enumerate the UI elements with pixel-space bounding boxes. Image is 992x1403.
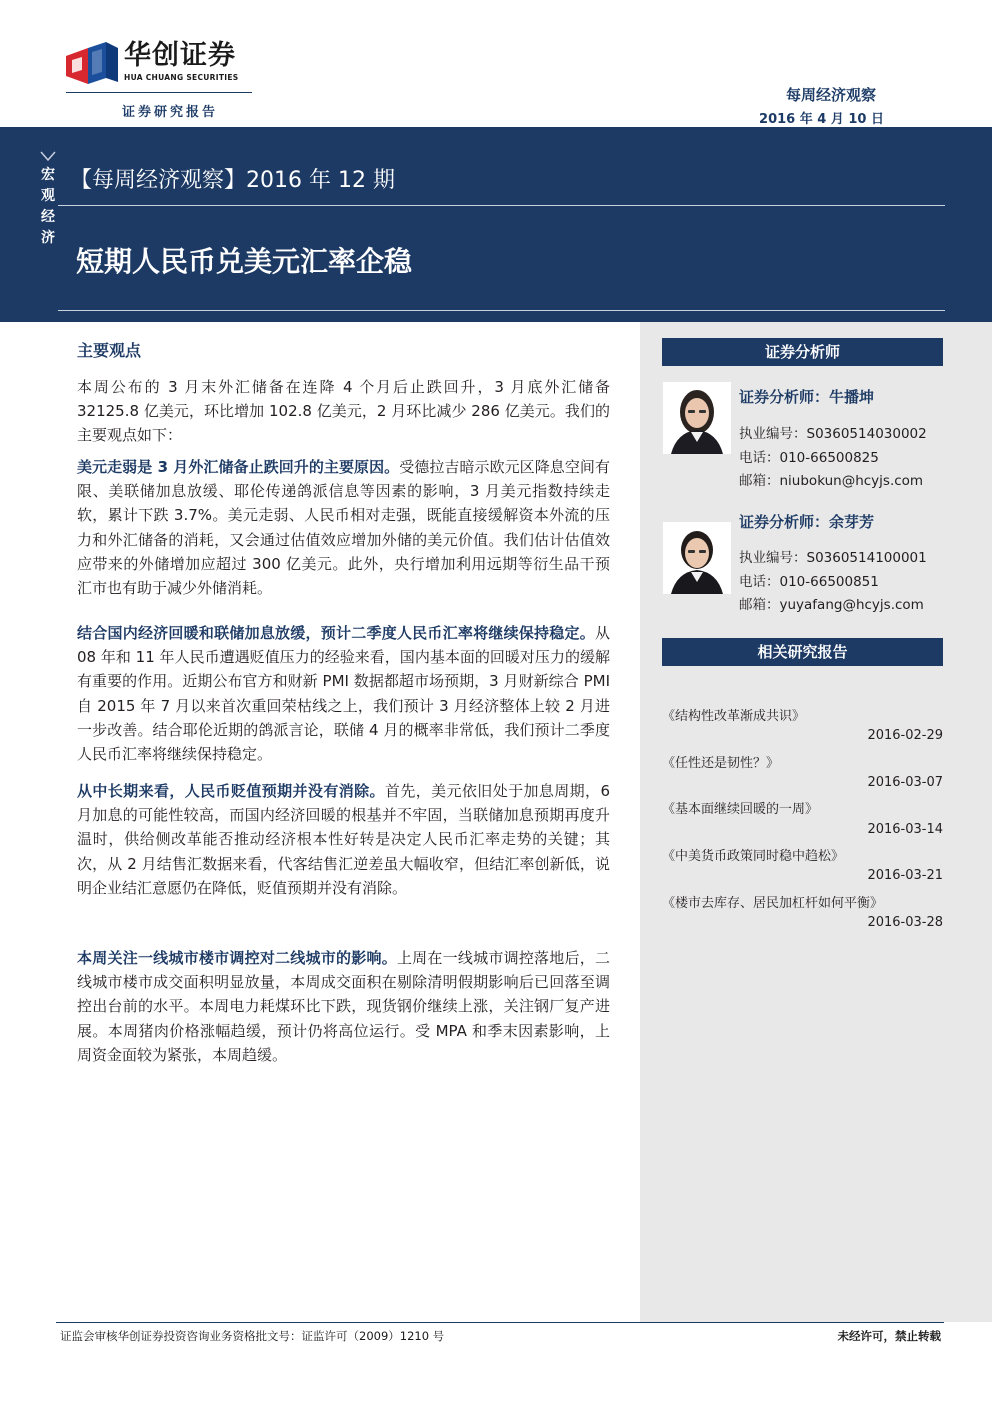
analyst-phone: 电话：010-66500825 <box>739 450 879 466</box>
viewpoint-paragraph <box>77 621 610 766</box>
analyst-name: 证券分析师：余芽芳 <box>739 513 875 531</box>
analyst-license: 执业编号：S0360514100001 <box>739 550 927 566</box>
related-report-title[interactable]: 《楼市去库存、居民加杠杆如何平衡》 <box>662 896 884 911</box>
title-banner <box>0 127 992 322</box>
related-report-date: 2016-03-07 <box>867 775 943 790</box>
related-report-date: 2016-03-21 <box>867 868 943 883</box>
brand-name: 华创证券 <box>124 40 236 71</box>
viewpoint-body: 首先，美元依旧处于加息周期，6 月加息的可能性较高，而国内经济回暖的根基并不牢固，当联储加息预期再度升温时，供给侧改革能否推动经济根本性好转是决定人民币汇率走势的关键；其次，从 2 月结售汇数据来看，代客结售汇逆差虽大幅收窄，但结汇率创新低，说明企业结汇意愿仍在降低，贬值预期并没有消除。 <box>77 782 610 897</box>
huachuang-logo <box>66 42 118 88</box>
analyst-header: 证券分析师 <box>662 338 943 366</box>
issue-title: 【每周经济观察】2016 年 12 期 <box>70 168 395 193</box>
category-tag: 宏观经济 <box>41 167 55 246</box>
viewpoint-lead: 结合国内经济回暖和联储加息放缓，预计二季度人民币汇率将继续保持稳定。 <box>77 624 595 642</box>
report-type: 证券研究报告 <box>122 105 219 120</box>
related-report-date: 2016-03-14 <box>867 822 943 837</box>
viewpoint-paragraph <box>77 946 610 1067</box>
analyst-license: 执业编号：S0360514030002 <box>739 426 927 442</box>
viewpoint-paragraph <box>77 455 610 600</box>
related-report-title[interactable]: 《结构性改革渐成共识》 <box>662 709 806 724</box>
banner-divider <box>58 205 945 206</box>
footer-notice: 未经许可，禁止转载 <box>837 1329 941 1343</box>
viewpoint-body: 从 08 年和 11 年人民币遭遇贬值压力的经验来看，国内基本面的回暖对压力的缓解有重要的作用。近期公布官方和财新 PMI 数据都超市场预期，3 月财新综合 PMI 自 2015 年 7 月以来首次重回荣枯线之上，我们预计 3 月经济整体上较 2 月进一步改善。结合耶伦近期的鸽派言论，联储 4 月的概率非常低，我们预计二季度人民币汇率将继续保持稳定。 <box>77 624 610 764</box>
footer-divider <box>56 1322 944 1323</box>
related-report-date: 2016-02-29 <box>867 728 943 743</box>
series-name: 每周经济观察 <box>785 86 876 104</box>
viewpoint-body: 上周在一线城市调控落地后，二线城市楼市成交面积明显放量，本周成交面积在剔除清明假期影响后已回落至调控出台前的水平。本周电力耗煤环比下跌，现货钢价继续上涨，关注钢厂复产进展。本周猪肉价格涨幅趋缓，预计仍将高位运行。受 MPA 和季末因素影响，上周资金面较为紧张，本周趋缓。 <box>77 949 610 1064</box>
report-title: 短期人民币兑美元汇率企稳 <box>76 245 413 278</box>
related-reports-header: 相关研究报告 <box>662 638 943 666</box>
analyst-name: 证券分析师：牛播坤 <box>739 388 875 406</box>
related-report-date: 2016-03-28 <box>867 915 943 930</box>
section-title: 主要观点 <box>77 341 142 360</box>
logo-divider <box>66 92 252 93</box>
analyst-email[interactable]: 邮箱：niubokun@hcyjs.com <box>739 473 924 489</box>
analyst-photo <box>663 382 731 454</box>
viewpoint-lead: 本周关注一线城市楼市调控对二线城市的影响。 <box>77 949 397 967</box>
footer-license: 证监会审核华创证券投资咨询业务资格批文号：证监许可（2009）1210 号 <box>60 1329 445 1343</box>
analyst-photo <box>663 522 731 594</box>
viewpoint-body: 受德拉吉暗示欧元区降息空间有限、美联储加息放缓、耶伦传递鸽派信息等因素的影响，3 月美元指数持续走软，累计下跌 3.7%。美元走弱、人民币相对走强，既能直接缓解资本外流的压力和外汇储备的消耗，又会通过估值效应增加外储的美元价值。我们估计估值效应带来的外储增加应超过 300 亿美元。此外，央行增加利用远期等衍生品干预汇市也有助于减少外储消耗。 <box>77 458 610 598</box>
related-report-title[interactable]: 《中美货币政策同时稳中趋松》 <box>662 849 845 864</box>
chevron-icon <box>38 150 58 164</box>
viewpoint-lead: 从中长期来看，人民币贬值预期并没有消除。 <box>77 782 385 800</box>
related-report-title[interactable]: 《基本面继续回暖的一周》 <box>662 802 819 817</box>
analyst-phone: 电话：010-66500851 <box>739 574 879 590</box>
brand-name-en: HUA CHUANG SECURITIES <box>124 73 239 82</box>
viewpoint-lead: 美元走弱是 3 月外汇储备止跌回升的主要原因。 <box>77 458 400 476</box>
analyst-email[interactable]: 邮箱：yuyafang@hcyjs.com <box>739 597 924 613</box>
related-report-title[interactable]: 《任性还是韧性？》 <box>662 756 780 771</box>
viewpoint-paragraph <box>77 779 610 900</box>
report-date: 2016 年 4 月 10 日 <box>759 112 884 127</box>
banner-divider <box>58 310 945 311</box>
intro-paragraph: 本周公布的 3 月末外汇储备在连降 4 个月后止跌回升，3 月底外汇储备 32125.8 亿美元，环比增加 102.8 亿美元，2 月环比减少 286 亿美元。我们的主要观点如下： <box>77 378 610 445</box>
